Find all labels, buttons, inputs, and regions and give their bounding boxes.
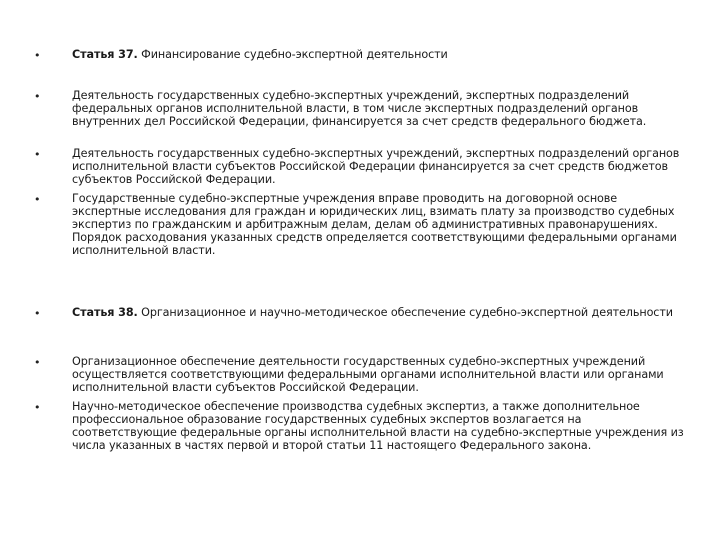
article-title: Финансирование судебно-экспертной деятельности — [137, 48, 448, 61]
article-heading: Статья 38. — [72, 306, 138, 319]
paragraph-text: Деятельность государственных судебно-экспертных учреждений, экспертных подразделений федеральных органов исполнительной власти, в том числе экспертных подразделений органов внутренних дел Российской Федерации, финансируется за счет средств федерального бюджета. — [72, 89, 647, 128]
article-38-heading-text — [72, 306, 684, 319]
article-37-heading-text — [72, 48, 684, 61]
article-heading: Статья 37. — [72, 48, 138, 61]
paragraph-text: Деятельность государственных судебно-экспертных учреждений, экспертных подразделений органов исполнительной власти субъектов Российской Федерации финансируется за счет средств бюджетов субъектов Российской Федерации. — [72, 147, 680, 186]
bullet-icon: • — [34, 307, 41, 320]
paragraph-text: Государственные судебно-экспертные учреждения вправе проводить на договорной основе экспертные исследования для граждан и юридических лиц, взимать плату за производство судебных экспертиз по гражданским и арбитражным делам, делам об административных правонарушениях. Порядок расходования указанных средств определяется соответствующими федеральными органами исполнительной власти. — [72, 192, 677, 257]
bullet-icon: • — [34, 356, 41, 369]
article-title: Организационное и научно-методическое обеспечение судебно-экспертной деятельности — [137, 306, 673, 319]
bullet-icon: • — [34, 148, 41, 161]
bullet-icon: • — [34, 90, 41, 103]
bullet-icon: • — [34, 401, 41, 414]
bullet-icon: • — [34, 193, 41, 206]
bullet-icon: • — [34, 49, 41, 62]
paragraph-text: Организационное обеспечение деятельности государственных судебно-экспертных учреждений осуществляется соответствующими федеральными органами исполнительной власти или органами исполнительной власти субъектов Российской Федерации. — [72, 355, 664, 394]
paragraph-text: Научно-методическое обеспечение производства судебных экспертиз, а также дополнительное профессиональное образование государственных судебных экспертов возлагается на соответствующие федеральные органы исполнительной власти на судебно-экспертные учреждения из числа указанных в частях первой и второй статьи 11 настоящего Федерального закона. — [72, 400, 684, 452]
